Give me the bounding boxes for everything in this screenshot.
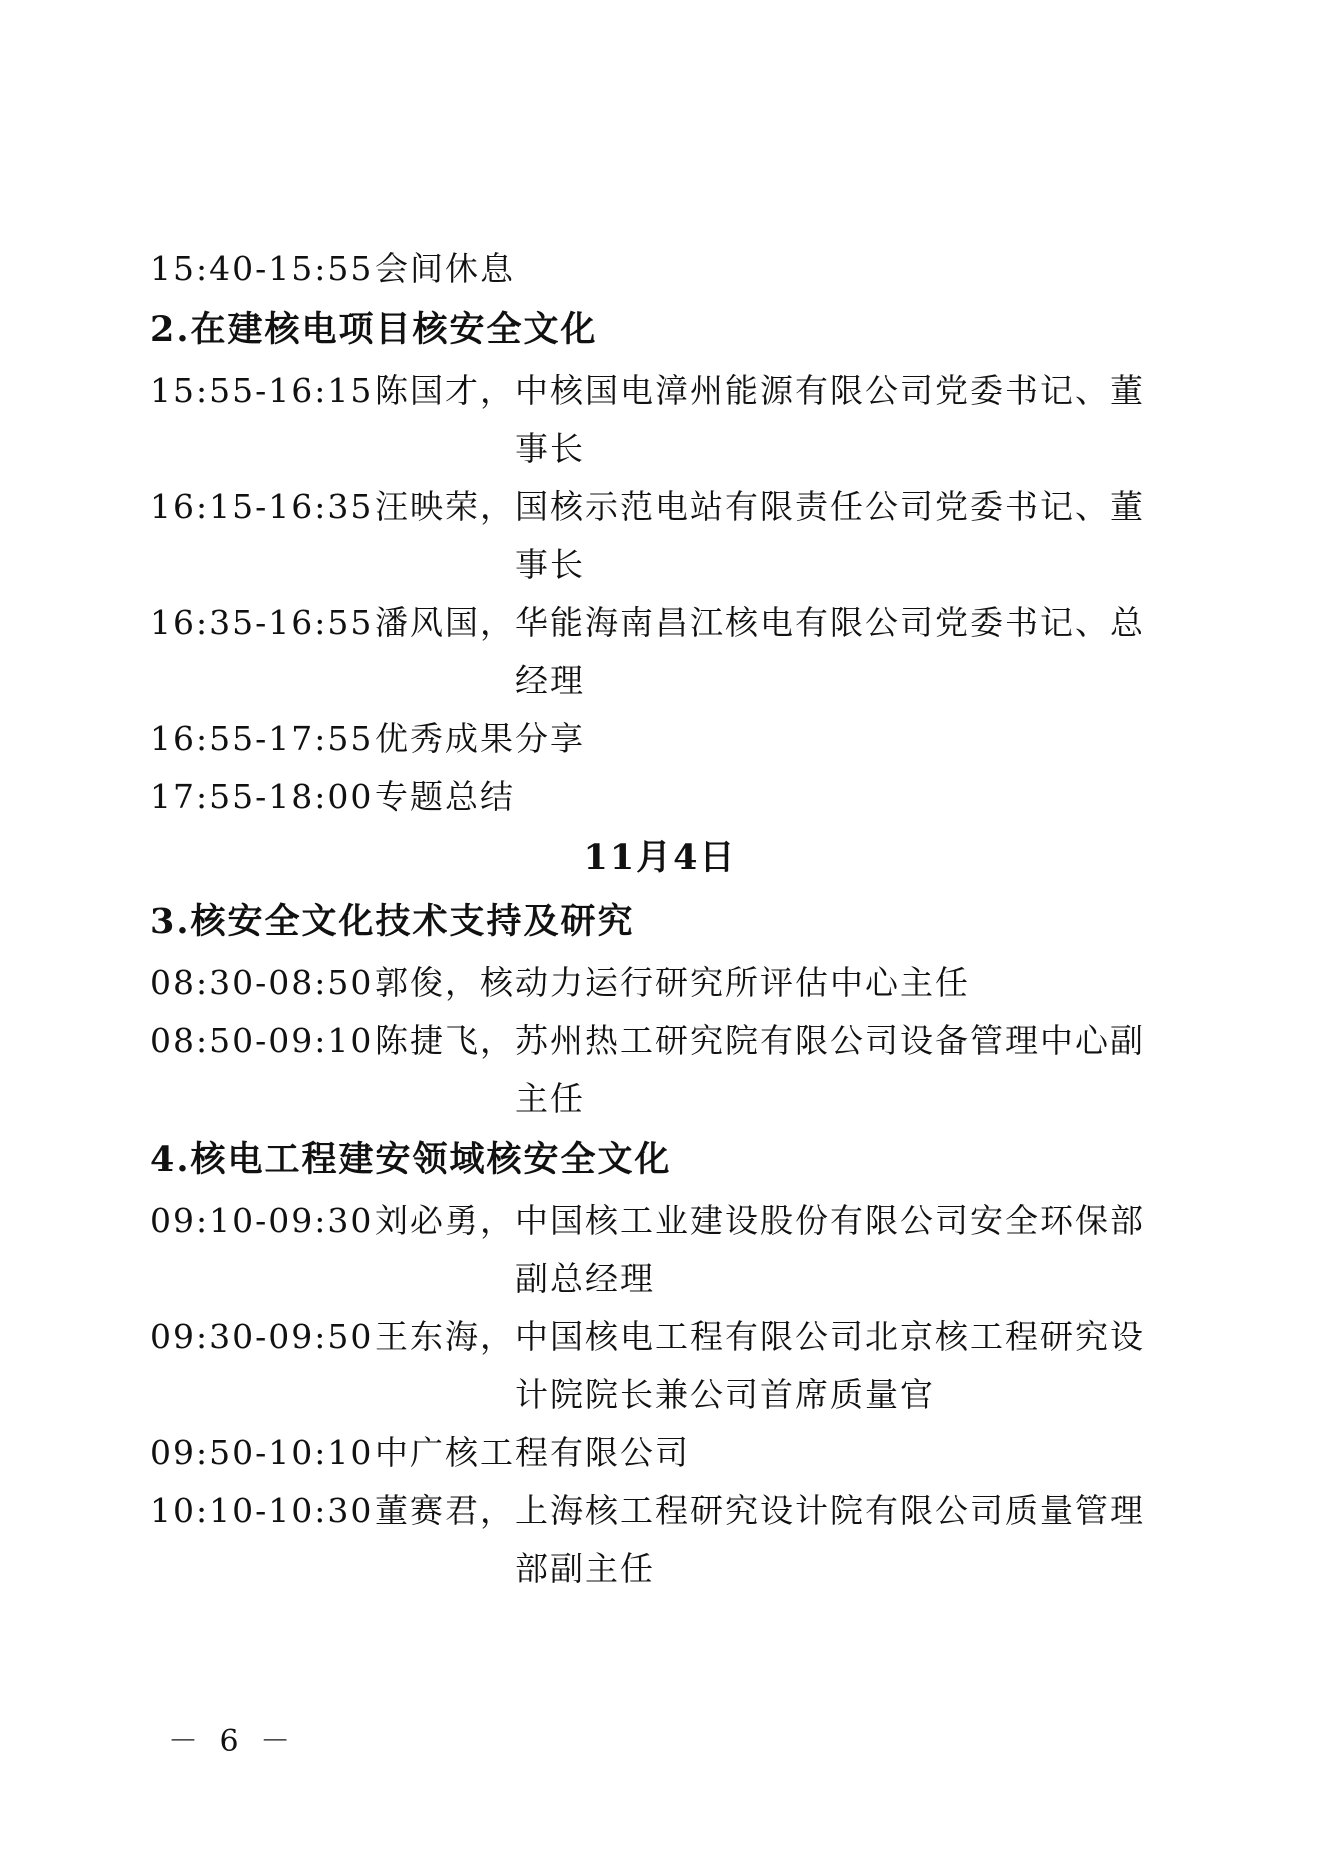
- entry-time: 15:55-16:15: [150, 371, 374, 410]
- schedule-entry: [150, 1482, 1170, 1598]
- entry-time: 15:40-15:55: [150, 249, 374, 288]
- speaker-title: 华能海南昌江核电有限公司党委书记、总经理: [515, 603, 1145, 700]
- entry-time: 10:10-10:30: [150, 1491, 374, 1530]
- section-heading: 4.核电工程建安领域核安全文化: [150, 1139, 672, 1180]
- entry-label: 会间休息: [375, 249, 515, 288]
- speaker-name: 王东海，: [375, 1317, 515, 1356]
- schedule-entry: [150, 768, 1170, 826]
- speaker-title: 国核示范电站有限责任公司党委书记、董事长: [515, 487, 1145, 584]
- entry-time: 16:35-16:55: [150, 603, 374, 642]
- schedule-entry: [150, 240, 1170, 298]
- schedule-entry: [150, 1424, 1170, 1482]
- speaker-title: 上海核工程研究设计院有限公司质量管理部副主任: [515, 1491, 1145, 1588]
- entry-time: 09:10-09:30: [150, 1201, 374, 1240]
- speaker-title: 中核国电漳州能源有限公司党委书记、董事长: [515, 371, 1145, 468]
- document-page: [150, 240, 1170, 1598]
- speaker-title: 苏州热工研究院有限公司设备管理中心副主任: [515, 1021, 1145, 1118]
- schedule-entry: [150, 1192, 1170, 1308]
- entry-label: 专题总结: [375, 777, 515, 816]
- speaker-name: 董赛君，: [375, 1491, 515, 1530]
- speaker-title: 中国核电工程有限公司北京核工程研究设计院院长兼公司首席质量官: [515, 1317, 1145, 1414]
- speaker-name: 潘风国，: [375, 603, 515, 642]
- schedule-entry: [150, 594, 1170, 710]
- entry-time: 09:30-09:50: [150, 1317, 374, 1356]
- speaker-title: 中国核工业建设股份有限公司安全环保部副总经理: [515, 1201, 1145, 1298]
- schedule-entry: [150, 1308, 1170, 1424]
- date-heading: 11月4日: [583, 837, 737, 878]
- section-heading: 2.在建核电项目核安全文化: [150, 309, 598, 350]
- speaker-name: 汪映荣，: [375, 487, 515, 526]
- speaker-name: 郭俊，: [375, 963, 480, 1002]
- entry-time: 09:50-10:10: [150, 1433, 374, 1472]
- schedule-entry: [150, 710, 1170, 768]
- schedule-entry: [150, 478, 1170, 594]
- speaker-title: 核动力运行研究所评估中心主任: [480, 963, 970, 1002]
- entry-time: 16:15-16:35: [150, 487, 374, 526]
- page-number: － 6 －: [168, 1724, 297, 1759]
- speaker-name: 刘必勇，: [375, 1201, 515, 1240]
- entry-time: 17:55-18:00: [150, 777, 374, 816]
- schedule-entry: [150, 362, 1170, 478]
- entry-time: 08:30-08:50: [150, 963, 374, 1002]
- speaker-name: 陈国才，: [375, 371, 515, 410]
- entry-label: 优秀成果分享: [375, 719, 585, 758]
- speaker-name: 陈捷飞，: [375, 1021, 515, 1060]
- section-heading: 3.核安全文化技术支持及研究: [150, 901, 635, 942]
- entry-label: 中广核工程有限公司: [375, 1433, 690, 1472]
- schedule-entry: [150, 954, 1170, 1012]
- entry-time: 16:55-17:55: [150, 719, 374, 758]
- schedule-entry: [150, 1012, 1170, 1128]
- entry-time: 08:50-09:10: [150, 1021, 374, 1060]
